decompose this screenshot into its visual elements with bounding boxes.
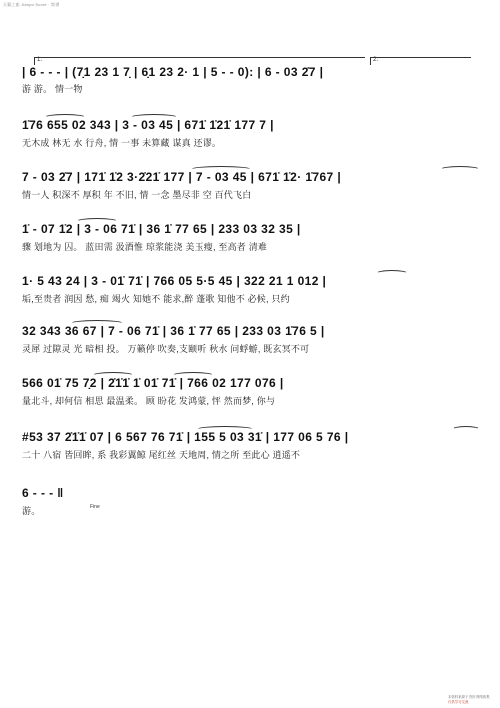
lyric-line-5: 垢,至贵者 润因 愁, 痴 竭火 知她不 能求,醉 蓬歌 知他不 必候, 只约 bbox=[22, 294, 290, 304]
music-line-7: 566 01̇ 75 7̣2 | 2̇1̇1̇ 1̇ 01̇ 71̇ | 766 02 177 076 | bbox=[22, 376, 284, 390]
music-line-4: 1̇ - 07 1̇2 | 3 - 06 71̇ | 36 1̇ 77 65 | 233 03 32 35 | bbox=[22, 222, 301, 236]
lyric-line-9: 游。 bbox=[22, 506, 41, 516]
footer-line-1: 本资料来源于 图片网络收集 bbox=[448, 695, 490, 699]
footer-credit bbox=[448, 695, 490, 704]
music-line-8: #53 37 2̇1̇1̇ 07 | 6 567 76 71̇ | 155 5 03 31̇ | 177 06 5 76 | bbox=[22, 430, 349, 444]
first-ending-bracket bbox=[34, 57, 365, 65]
lyric-line-7: 量北斗, 却何信 相思 最温柔。 顾 盼花 发鸿蒙, 怦 然而梦, 你与 bbox=[22, 396, 276, 406]
lyric-line-1: 游 游。 情一物 bbox=[22, 84, 83, 94]
lyric-line-6: 灵犀 过隙灵 光 暗相 投。 万籁停 吹奏,支颐听 秋水 问蜉蝣, 既玄冥不可 bbox=[22, 344, 310, 354]
music-line-6: 32 343 36 67 | 7 - 06 71̇ | 36 1̇ 77 65 | 233 03 1̇76 5 | bbox=[22, 324, 325, 338]
first-ending-label: 1. bbox=[37, 57, 43, 63]
fine-label: Fine bbox=[90, 504, 100, 510]
lyric-line-8: 二十 八宿 皆回眸, 系 我彩翼鲸 尾红丝 天地周, 情之所 至此心 逍遥不 bbox=[22, 450, 301, 460]
second-ending-label: 2. bbox=[373, 57, 379, 63]
music-line-3: 7 - 03 2̇7 | 171̇ 1̇2 3·2̇21̇ 177 | 7 - 03 45 | 671̇ 1̇2· 1̇767 | bbox=[22, 170, 342, 184]
music-line-9: 6 - - - ‖ bbox=[22, 486, 64, 500]
page-header-text: 天籁之旅 Jianpu Score · 简谱 bbox=[3, 2, 60, 7]
lyric-line-3: 情一人 积深不 厚积 年 不旧, 情 一念 墨尽非 空 百代飞白 bbox=[22, 190, 252, 200]
music-line-5: 1· 5 43 24 | 3 - 01̇ 71̇ | 766 05 5·5 45 | 322 21 1 012 | bbox=[22, 274, 327, 288]
music-line-2: 1̇76 655 02 343 | 3 - 03 45 | 671̇ 1̇21̇ 177 7 | bbox=[22, 118, 274, 132]
lyric-line-2: 无木成 林无 水 行舟, 情 一事 未算藏 谋真 还谬。 bbox=[22, 138, 222, 148]
footer-line-2: 仅供学习交流 bbox=[448, 699, 469, 704]
second-ending-bracket bbox=[370, 57, 471, 65]
music-line-1: | 6 - - - | (7̣1 23 1 7̣ | 6̣1 23 2· 1 | 5 - - 0): | 6 - 03 2̇7 | bbox=[22, 65, 324, 79]
lyric-line-4: 骤 划地为 囚。 蓝田需 汲酒惟 琼浆能浇 美玉瘦, 至高者 清难 bbox=[22, 242, 268, 252]
